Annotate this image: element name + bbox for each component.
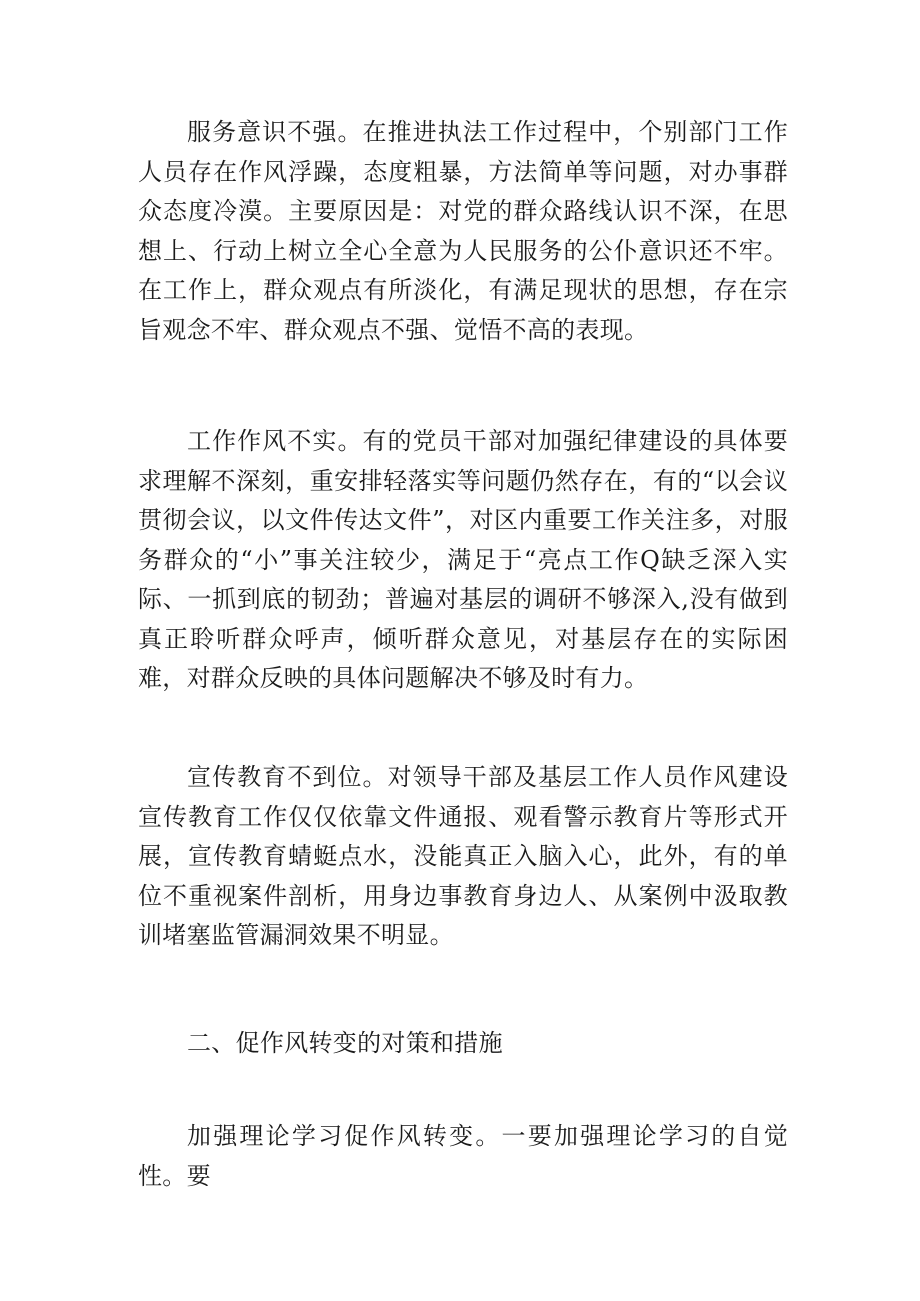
paragraph-publicity-education: 宣传教育不到位。对领导干部及基层工作人员作风建设宣传教育工作仅仅依靠文件通报、观看警示教育片等形式开展，宣传教育蜻蜓点水，没能真正入脑入心，此外，有的单位不重视案件剖析，用身边事教育身边人、从案例中汲取教训堵塞监管漏洞效果不明显。 <box>138 763 788 949</box>
section-heading: 二、促作风转变的对策和措施 <box>187 1029 503 1057</box>
paragraph-service-awareness: 服务意识不强。在推进执法工作过程中，个别部门工作人员存在作风浮躁，态度粗暴，方法简单等问题，对办事群众态度冷漠。主要原因是：对党的群众路线认识不深，在思想上、行动上树立全心全意为人民服务的公仆意识还不牢。在工作上，群众观点有所淡化，有满足现状的思想，存在宗旨观念不牢、群众观点不强、觉悟不高的表现。 <box>138 118 788 344</box>
paragraph-work-style: 工作作风不实。有的党员干部对加强纪律建设的具体要求理解不深刻，重安排轻落实等问题仍然存在，有的“以会议贯彻会议，以文件传达文件”，对区内重要工作关注多，对服务群众的“小”事关注较少，满足于“亮点工作Q缺乏深入实际、一抓到底的韧劲；普遍对基层的调研不够深入,没有做到真正聆听群众呼声，倾听群众意见，对基层存在的实际困难，对群众反映的具体问题解决不够及时有力。 <box>138 427 788 692</box>
paragraph-theory-study: 加强理论学习促作风转变。一要加强理论学习的自觉性。要 <box>138 1122 788 1190</box>
